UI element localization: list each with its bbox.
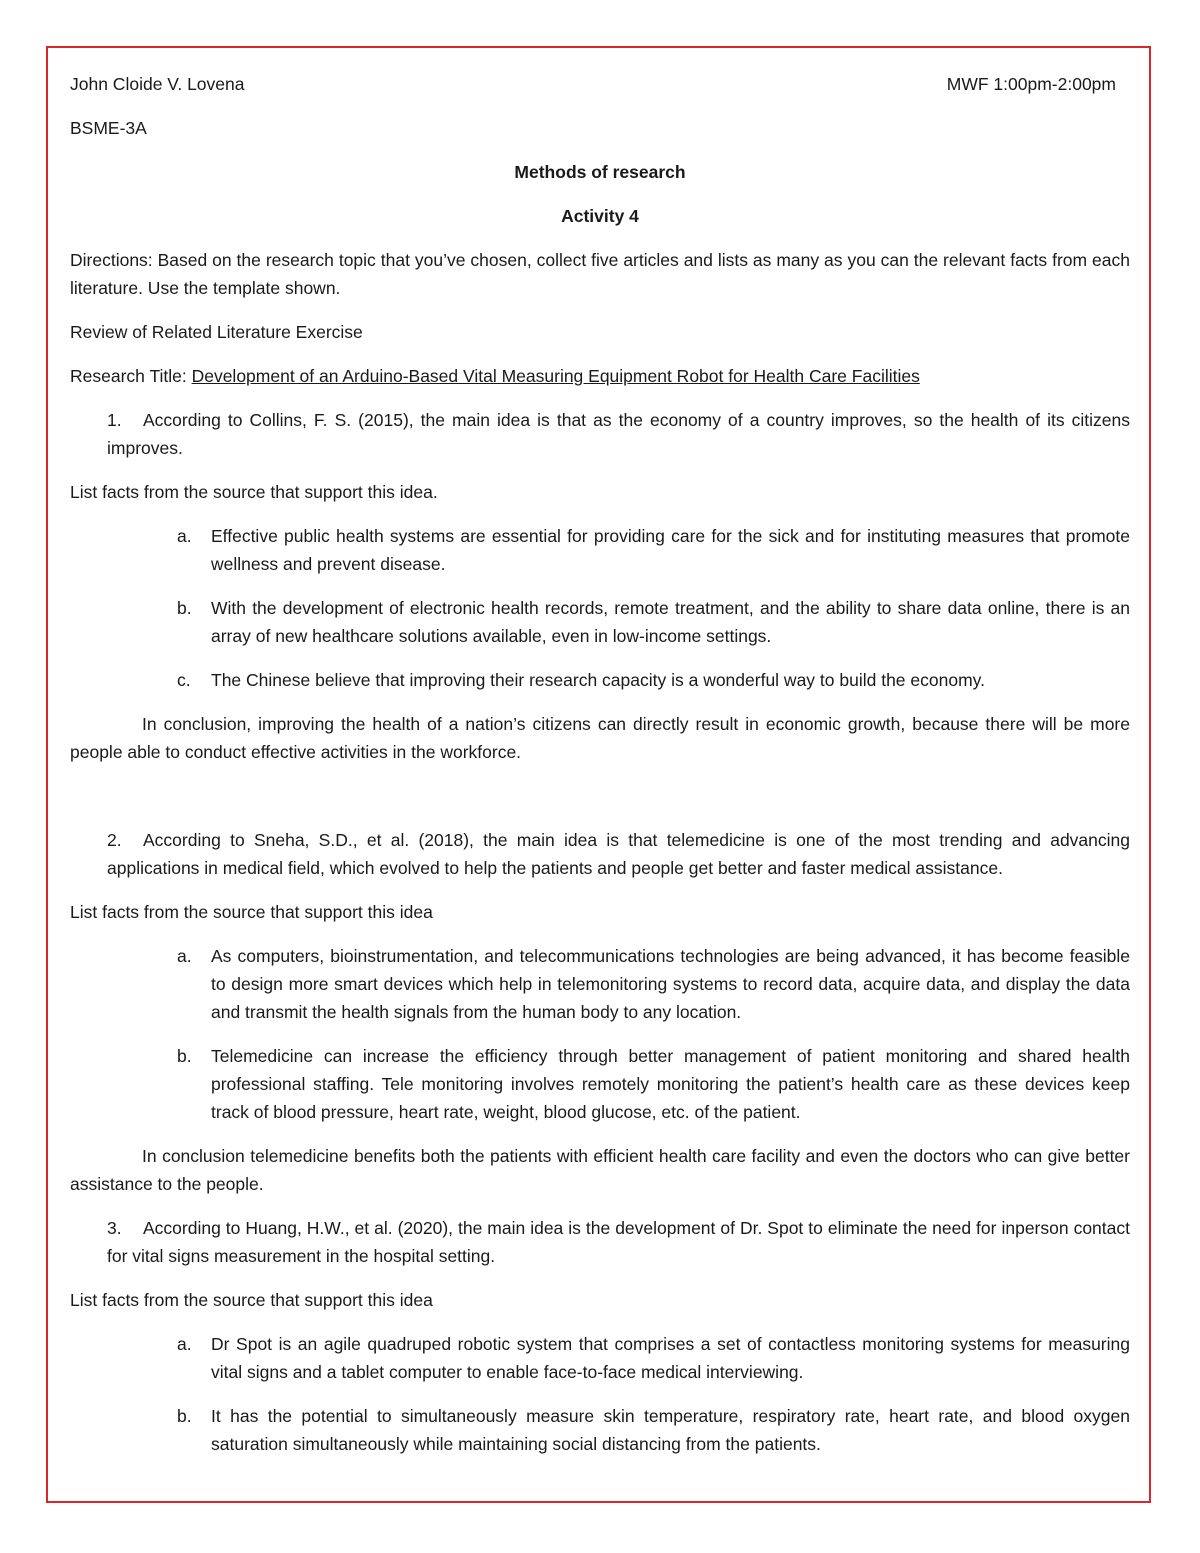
source-item-2 bbox=[70, 826, 1130, 882]
fact-text: As computers, bioinstrumentation, and telecommunications technologies are being advanced, it has become feasible to design more smart devices which help in telemonitoring systems to record data, acquire data, and display the data and transmit the health signals from the human body to any location. bbox=[211, 946, 1130, 1022]
fact-text: With the development of electronic health records, remote treatment, and the ability to share data online, there is an array of new healthcare solutions available, even in low-income settings. bbox=[211, 598, 1130, 646]
fact-item bbox=[177, 666, 1130, 694]
fact-letter: c. bbox=[177, 670, 191, 690]
source-main-idea: According to Sneha, S.D., et al. (2018), the main idea is that telemedicine is one of the most trending and advancing applications in medical field, which evolved to help the patients and people get better and faster medical assistance. bbox=[107, 830, 1130, 878]
conclusion-text: In conclusion telemedicine benefits both the patients with efficient health care facility and even the doctors who can give better assistance to the people. bbox=[70, 1146, 1130, 1194]
fact-text: Effective public health systems are essential for providing care for the sick and for instituting measures that promote wellness and prevent disease. bbox=[211, 526, 1130, 574]
fact-item bbox=[177, 522, 1130, 578]
directions-text: Directions: Based on the research topic that you’ve chosen, collect five articles and lists as many as you can the relevant facts from each literature. Use the template shown. bbox=[70, 250, 1130, 298]
fact-item bbox=[177, 942, 1130, 1026]
student-name: John Cloide V. Lovena bbox=[70, 74, 245, 94]
source-number: 2. bbox=[107, 830, 122, 850]
conclusion-text: In conclusion, improving the health of a nation’s citizens can directly result in economic growth, because there will be more people able to conduct effective activities in the workforce. bbox=[70, 714, 1130, 762]
facts-list-2 bbox=[177, 942, 1130, 1126]
fact-item bbox=[177, 1330, 1130, 1386]
research-title-label: Research Title: bbox=[70, 366, 192, 386]
facts-label: List facts from the source that support this idea bbox=[70, 1290, 433, 1310]
fact-item bbox=[177, 1042, 1130, 1126]
source-item-1 bbox=[70, 406, 1130, 462]
source-number: 3. bbox=[107, 1218, 122, 1238]
facts-list-1 bbox=[177, 522, 1130, 694]
fact-text: Telemedicine can increase the efficiency through better management of patient monitoring and shared health professional staffing. Tele monitoring involves remotely monitoring the patient’s health care as these devices keep track of blood pressure, heart rate, weight, blood glucose, etc. of the patient. bbox=[211, 1046, 1130, 1122]
fact-letter: b. bbox=[177, 1046, 192, 1066]
fact-letter: b. bbox=[177, 1406, 192, 1426]
fact-letter: b. bbox=[177, 598, 192, 618]
course-title: Methods of research bbox=[514, 162, 686, 182]
fact-text: The Chinese believe that improving their research capacity is a wonderful way to build the economy. bbox=[211, 670, 985, 690]
source-number: 1. bbox=[107, 410, 122, 430]
research-title-line bbox=[70, 362, 1130, 390]
header-row bbox=[70, 70, 1130, 98]
activity-title: Activity 4 bbox=[561, 206, 639, 226]
fact-letter: a. bbox=[177, 526, 192, 546]
fact-text: It has the potential to simultaneously measure skin temperature, respiratory rate, heart rate, and blood oxygen saturation simultaneously while maintaining social distancing from the patients. bbox=[211, 1406, 1130, 1454]
fact-item bbox=[177, 1402, 1130, 1458]
research-title: Development of an Arduino-Based Vital Measuring Equipment Robot for Health Care Facilities bbox=[191, 366, 920, 386]
student-section: BSME-3A bbox=[70, 118, 147, 138]
exercise-label: Review of Related Literature Exercise bbox=[70, 322, 363, 342]
facts-label: List facts from the source that support this idea bbox=[70, 902, 433, 922]
fact-text: Dr Spot is an agile quadruped robotic system that comprises a set of contactless monitoring systems for measuring vital signs and a tablet computer to enable face-to-face medical interviewing. bbox=[211, 1334, 1130, 1382]
source-main-idea: According to Collins, F. S. (2015), the main idea is that as the economy of a country improves, so the health of its citizens improves. bbox=[107, 410, 1130, 458]
fact-letter: a. bbox=[177, 1334, 192, 1354]
fact-item bbox=[177, 594, 1130, 650]
source-main-idea: According to Huang, H.W., et al. (2020), the main idea is the development of Dr. Spot to eliminate the need for inperson contact for vital signs measurement in the hospital setting. bbox=[107, 1218, 1130, 1266]
fact-letter: a. bbox=[177, 946, 192, 966]
class-schedule: MWF 1:00pm-2:00pm bbox=[946, 74, 1116, 94]
facts-list-3 bbox=[177, 1330, 1130, 1458]
document-body bbox=[70, 70, 1130, 1458]
source-item-3 bbox=[70, 1214, 1130, 1270]
facts-label: List facts from the source that support this idea. bbox=[70, 482, 438, 502]
